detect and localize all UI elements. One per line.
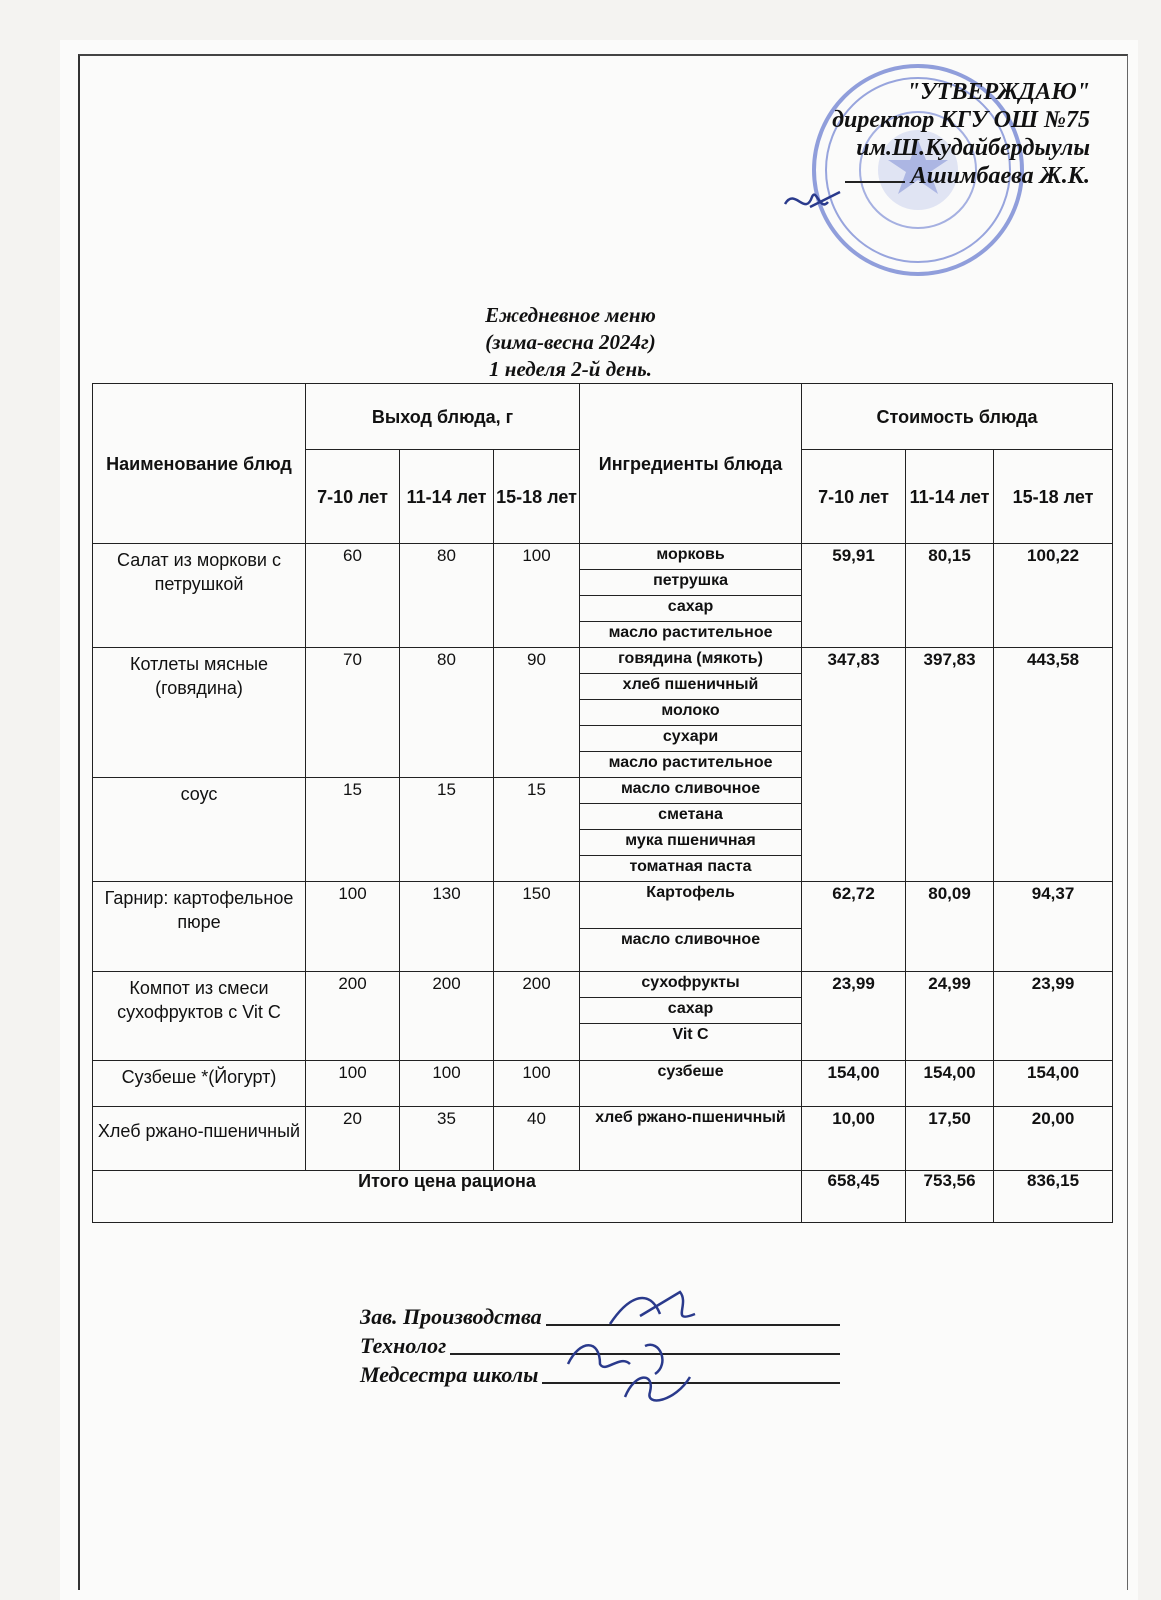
- production-head-signature: [600, 1284, 710, 1334]
- dish-yield: 15: [306, 778, 400, 882]
- ingredient: томатная паста: [580, 856, 802, 882]
- dish-name: Салат из моркови с петрушкой: [93, 544, 306, 648]
- dish-yield: 15: [400, 778, 494, 882]
- dish-yield: 100: [306, 882, 400, 972]
- dish-cost: 62,72: [802, 882, 906, 972]
- document-titles: [0, 302, 1161, 383]
- dish-cost: 154,00: [994, 1061, 1113, 1107]
- dish-cost: 23,99: [994, 972, 1113, 1061]
- ingredient: молоко: [580, 700, 802, 726]
- dish-yield: 100: [494, 544, 580, 648]
- ingredient: сухофрукты: [580, 972, 802, 998]
- header-cost-age: 7-10 лет: [802, 450, 906, 544]
- ingredient: петрушка: [580, 570, 802, 596]
- dish-yield: 80: [400, 544, 494, 648]
- approval-school: им.Ш.Кудайбердыулы: [856, 135, 1090, 161]
- approval-title: "УТВЕРЖДАЮ": [906, 79, 1090, 105]
- total-value: 658,45: [802, 1171, 906, 1223]
- dish-cost: 80,15: [906, 544, 994, 648]
- ingredient: сметана: [580, 804, 802, 830]
- title-line-3: 1 неделя 2-й день.: [489, 357, 652, 381]
- dish-cost: 17,50: [906, 1107, 994, 1171]
- dish-yield: 20: [306, 1107, 400, 1171]
- table-row: [93, 1107, 1113, 1171]
- dish-cost: 347,83: [802, 648, 906, 882]
- nurse-signature: [615, 1362, 705, 1412]
- ingredient: сахар: [580, 596, 802, 622]
- total-label: Итого цена рациона: [93, 1171, 802, 1223]
- dish-name: Компот из смеси сухофруктов с Vit C: [93, 972, 306, 1061]
- ingredient: мука пшеничная: [580, 830, 802, 856]
- dish-cost: 154,00: [906, 1061, 994, 1107]
- ingredient: морковь: [580, 544, 802, 570]
- dish-name: Котлеты мясные (говядина): [93, 648, 306, 778]
- dish-name: Гарнир: картофельное пюре: [93, 882, 306, 972]
- dish-cost: 443,58: [994, 648, 1113, 882]
- ingredient: говядина (мякоть): [580, 648, 802, 674]
- total-value: 836,15: [994, 1171, 1113, 1223]
- ingredient: хлеб пшеничный: [580, 674, 802, 700]
- dish-yield: 100: [306, 1061, 400, 1107]
- header-ingredients: Ингредиенты блюда: [580, 384, 802, 544]
- table-row: [93, 882, 1113, 929]
- dish-yield: 130: [400, 882, 494, 972]
- ingredient: масло сливочное: [580, 778, 802, 804]
- ingredient: хлеб ржано-пшеничный: [580, 1107, 802, 1171]
- table-row: [93, 1061, 1113, 1107]
- table-row: [93, 972, 1113, 998]
- dish-yield: 60: [306, 544, 400, 648]
- dish-yield: 200: [306, 972, 400, 1061]
- dish-yield: 90: [494, 648, 580, 778]
- ingredient: сухари: [580, 726, 802, 752]
- signature-label: Медсестра школы: [360, 1362, 539, 1387]
- signature-label: Зав. Производства: [360, 1304, 542, 1329]
- dish-cost: 59,91: [802, 544, 906, 648]
- dish-yield: 40: [494, 1107, 580, 1171]
- dish-cost: 20,00: [994, 1107, 1113, 1171]
- dish-cost: 94,37: [994, 882, 1113, 972]
- menu-table: [92, 383, 1113, 1223]
- table-row: [93, 648, 1113, 674]
- dish-name: соус: [93, 778, 306, 882]
- ingredient: Vit C: [580, 1024, 802, 1061]
- approval-block: [760, 78, 1090, 190]
- ingredient: Картофель: [580, 882, 802, 929]
- dish-yield: 100: [400, 1061, 494, 1107]
- dish-cost: 100,22: [994, 544, 1113, 648]
- header-yield-age: 7-10 лет: [306, 450, 400, 544]
- dish-cost: 10,00: [802, 1107, 906, 1171]
- ingredient: сузбеше: [580, 1061, 802, 1107]
- title-line-2: (зима-весна 2024г): [485, 330, 656, 354]
- header-yield: Выход блюда, г: [306, 384, 580, 450]
- header-dish-name: Наименование блюд: [93, 384, 306, 544]
- signature-label: Технолог: [360, 1333, 447, 1358]
- ingredient: масло сливочное: [580, 929, 802, 972]
- dish-cost: 154,00: [802, 1061, 906, 1107]
- table-row: [93, 544, 1113, 570]
- dish-cost: 23,99: [802, 972, 906, 1061]
- approval-position: директор КГУ ОШ №75: [832, 107, 1090, 133]
- ingredient: масло растительное: [580, 622, 802, 648]
- dish-yield: 70: [306, 648, 400, 778]
- header-cost-age: 11-14 лет: [906, 450, 994, 544]
- dish-yield: 200: [400, 972, 494, 1061]
- dish-yield: 100: [494, 1061, 580, 1107]
- director-signature: [780, 182, 850, 222]
- dish-yield: 35: [400, 1107, 494, 1171]
- dish-cost: 80,09: [906, 882, 994, 972]
- dish-yield: 150: [494, 882, 580, 972]
- dish-yield: 80: [400, 648, 494, 778]
- header-cost: Стоимость блюда: [802, 384, 1113, 450]
- header-yield-age: 11-14 лет: [400, 450, 494, 544]
- approval-director: Ашимбаева Ж.К.: [760, 162, 1090, 190]
- total-row: [93, 1171, 1113, 1223]
- total-value: 753,56: [906, 1171, 994, 1223]
- dish-cost: 24,99: [906, 972, 994, 1061]
- header-yield-age: 15-18 лет: [494, 450, 580, 544]
- dish-yield: 15: [494, 778, 580, 882]
- dish-name: Сузбеше *(Йогурт): [93, 1061, 306, 1107]
- dish-cost: 397,83: [906, 648, 994, 882]
- header-cost-age: 15-18 лет: [994, 450, 1113, 544]
- dish-name: Хлеб ржано-пшеничный: [93, 1107, 306, 1171]
- ingredient: масло растительное: [580, 752, 802, 778]
- ingredient: сахар: [580, 998, 802, 1024]
- dish-yield: 200: [494, 972, 580, 1061]
- title-line-1: Ежедневное меню: [485, 303, 656, 327]
